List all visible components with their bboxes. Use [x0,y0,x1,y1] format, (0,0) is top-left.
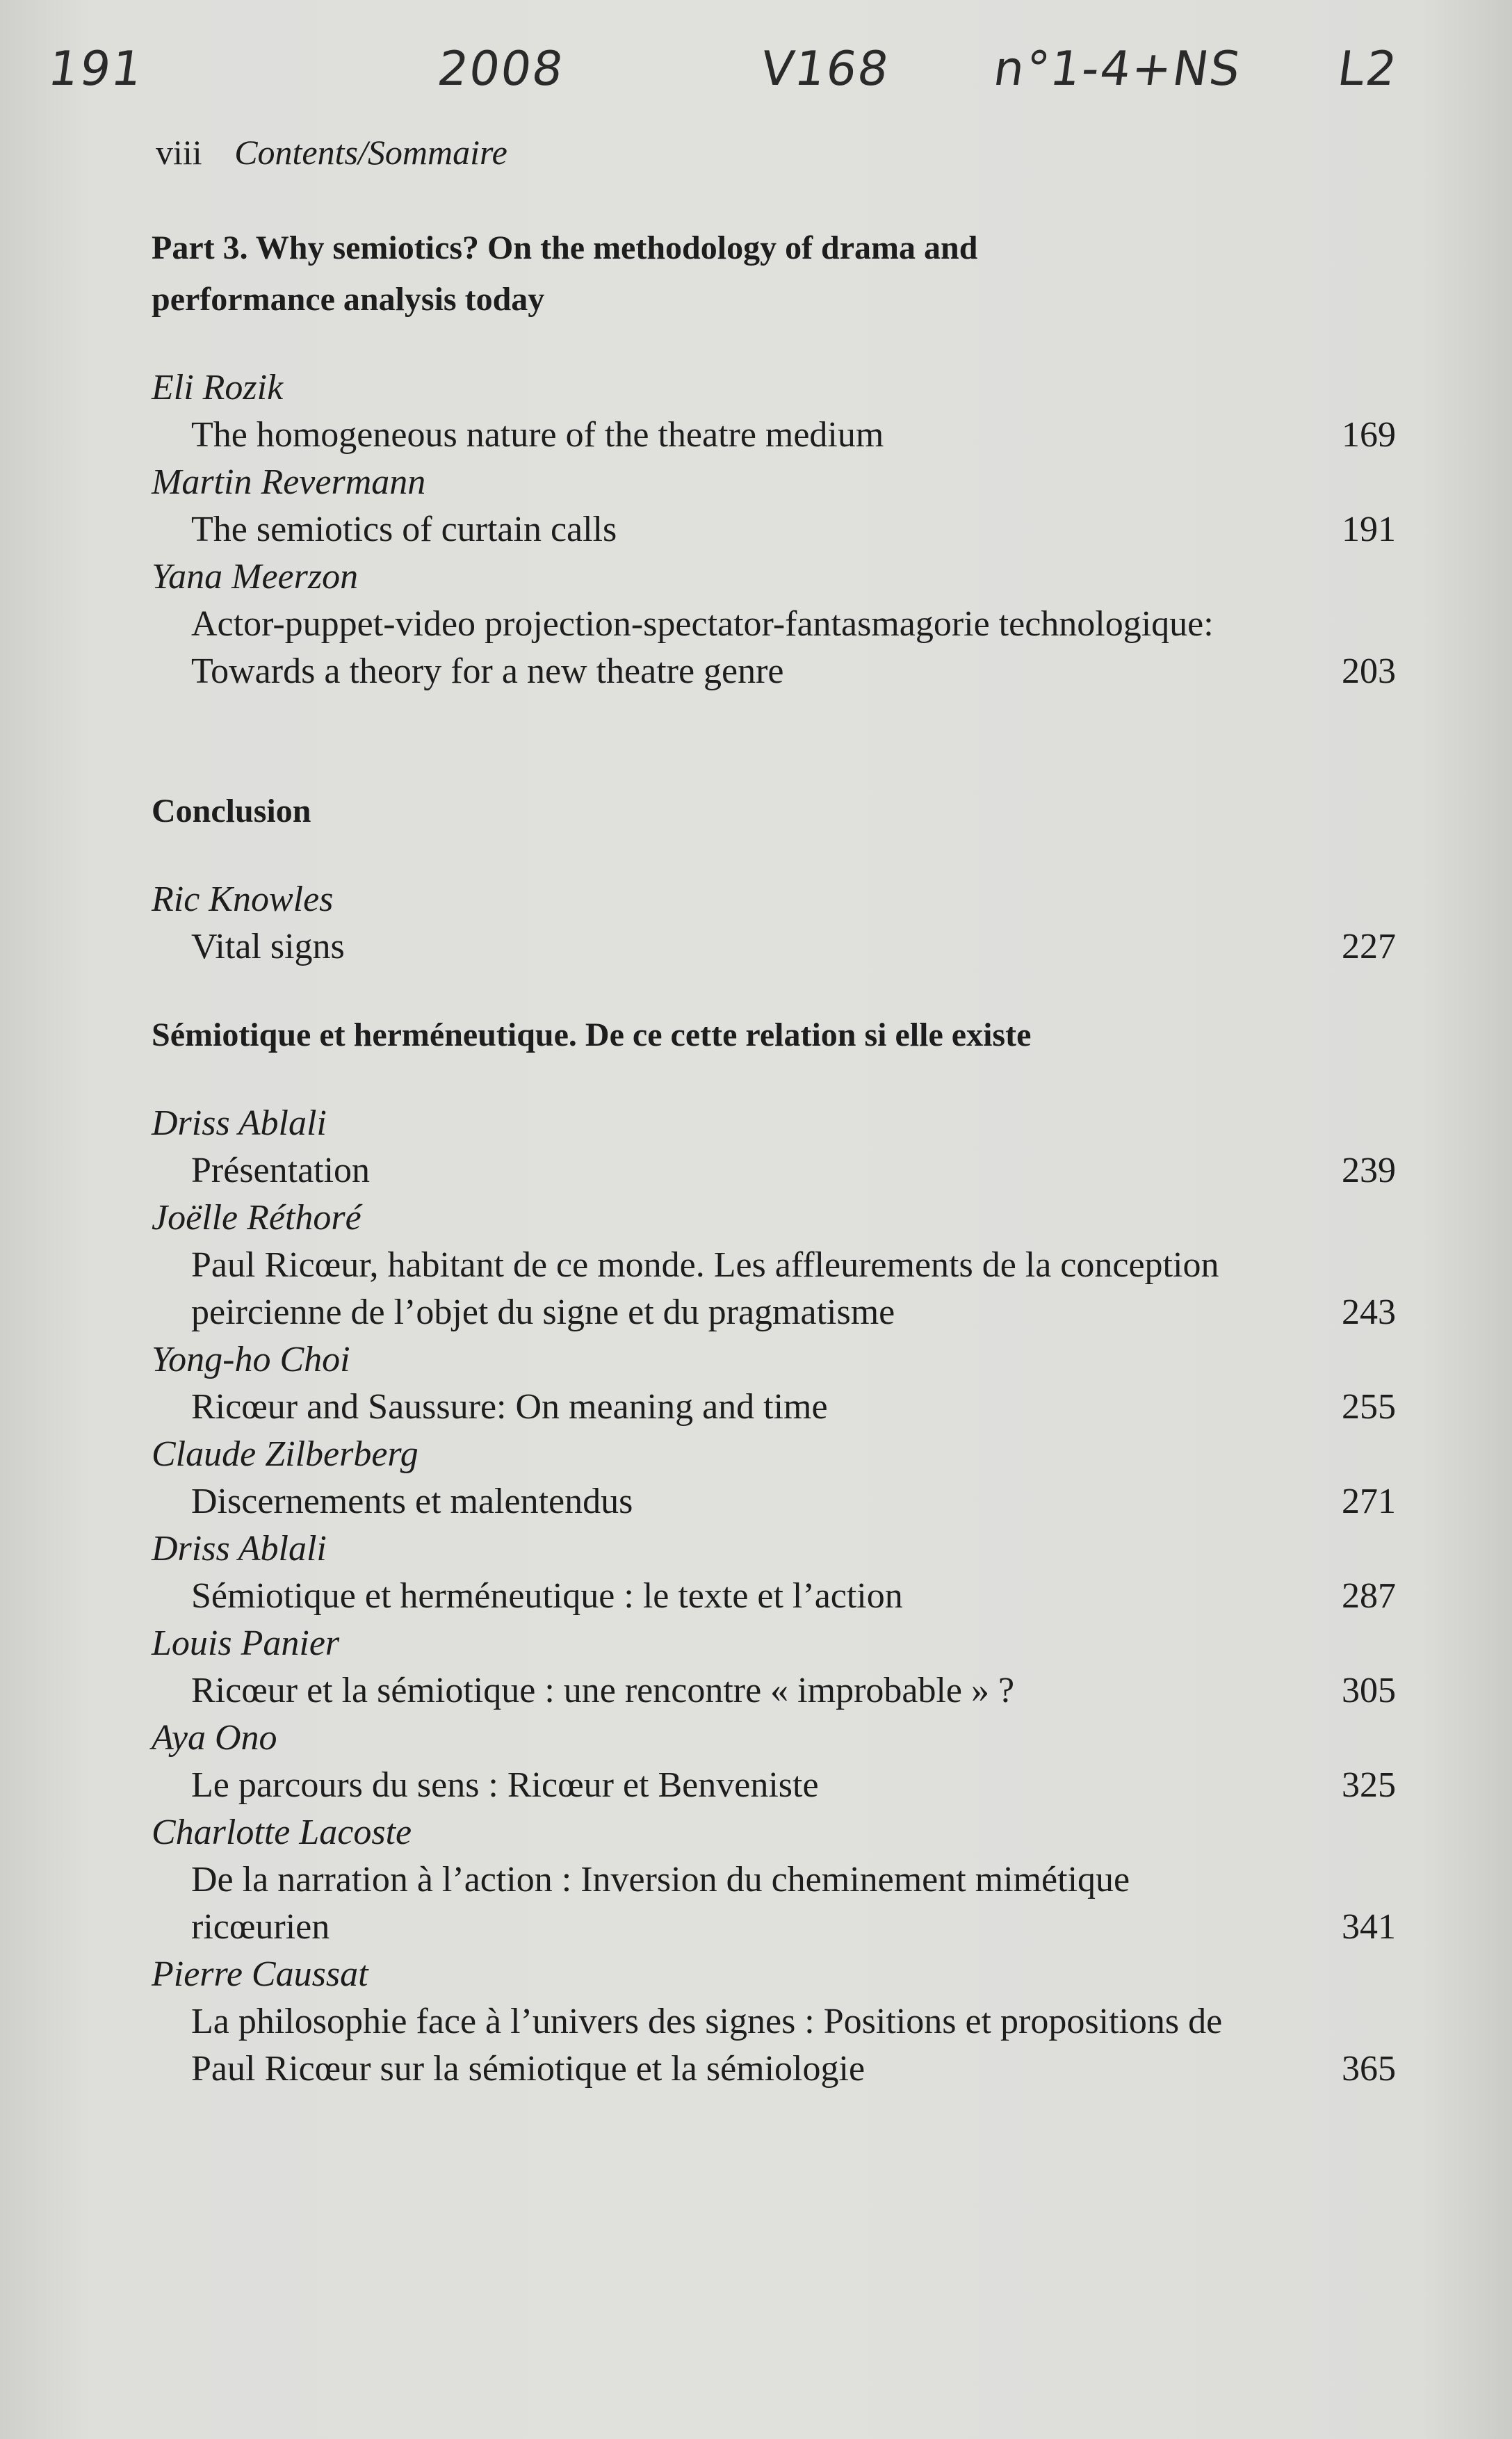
entry-author: Charlotte Lacoste [152,1813,412,1852]
annotation: 2008 [434,42,568,97]
entry-author: Driss Ablali [152,1529,327,1569]
entry-page-number: 341 [1342,1907,1396,1947]
entry-author: Claude Zilberberg [152,1434,418,1474]
entry-page-number: 203 [1342,651,1396,691]
section-heading: Conclusion [152,793,311,829]
entry-author: Eli Rozik [152,368,284,407]
entry-title: Actor-puppet-video projection-spectator-fantasmagorie technologique: Towards a theory for a new theatre genre [191,604,1214,691]
toc-entry [152,1809,1396,1951]
entry-page-number: 239 [1342,1151,1396,1190]
annotation: V168 [757,42,893,97]
annotation: n°1-4+NS [990,42,1245,97]
toc-entry [152,364,1396,459]
toc-entry [152,876,1396,971]
entry-title: La philosophie face à l’univers des signes : Positions et propositions de Paul Ricœur sur la sémiotique et la sémiologie [191,2002,1223,2089]
page-folio: viii [156,133,202,172]
entry-title: The homogeneous nature of the theatre medium [191,415,884,455]
entry-page-number: 255 [1342,1387,1396,1427]
toc-entry [152,1194,1396,1336]
running-head [156,132,507,172]
entry-page-number: 243 [1342,1293,1396,1332]
section-heading: Sémiotique et herméneutique. De ce cette relation si elle existe [152,1016,1032,1053]
entry-page-number: 365 [1342,2049,1396,2089]
entry-author: Louis Panier [152,1623,340,1663]
toc-entry [152,1715,1396,1809]
entry-author: Yong-ho Choi [152,1340,350,1379]
entry-title: Vital signs [191,927,345,966]
toc-entry [152,1100,1396,1194]
toc-entry [152,553,1396,695]
section-heading: Part 3. Why semiotics? On the methodology of drama and performance analysis today [152,229,978,318]
entry-title: Paul Ricœur, habitant de ce monde. Les affleurements de la conception peircienne de l’objet du signe et du pragmatisme [191,1245,1219,1332]
entry-page-number: 227 [1342,927,1396,966]
entry-title: Sémiotique et herméneutique : le texte et l’action [191,1576,903,1616]
toc-entry [152,1431,1396,1525]
entry-page-number: 287 [1342,1576,1396,1616]
entry-author: Pierre Caussat [152,1954,368,1994]
entry-title: Présentation [191,1151,371,1190]
entry-title: Le parcours du sens : Ricœur et Benveniste [191,1765,819,1805]
handwritten-annotations [0,35,1512,111]
toc-entry [152,1336,1396,1431]
entry-author: Joëlle Réthoré [152,1198,361,1238]
entry-title: De la narration à l’action : Inversion du cheminement mimétique ricœurien [191,1860,1130,1947]
running-head-title: Contents/Sommaire [234,133,507,172]
toc-entry [152,1951,1396,2093]
entry-title: The semiotics of curtain calls [191,510,617,549]
toc-entry [152,459,1396,553]
entry-author: Martin Revermann [152,462,426,502]
entry-page-number: 169 [1342,415,1396,455]
toc-entry [152,1525,1396,1620]
entry-page-number: 191 [1342,510,1396,549]
entry-author: Driss Ablali [152,1103,327,1143]
entry-title: Discernements et malentendus [191,1482,633,1521]
entry-page-number: 305 [1342,1671,1396,1710]
entry-author: Aya Ono [152,1718,277,1758]
annotation: 191 [44,42,147,97]
entry-title: Ricœur et la sémiotique : une rencontre « improbable » ? [191,1671,1015,1710]
toc-entry [152,1620,1396,1715]
table-of-contents [152,222,1396,2093]
entry-author: Ric Knowles [152,880,334,919]
entry-page-number: 325 [1342,1765,1396,1805]
entry-page-number: 271 [1342,1482,1396,1521]
entry-author: Yana Meerzon [152,557,359,597]
entry-title: Ricœur and Saussure: On meaning and time [191,1387,828,1427]
annotation: L2 [1334,42,1401,97]
